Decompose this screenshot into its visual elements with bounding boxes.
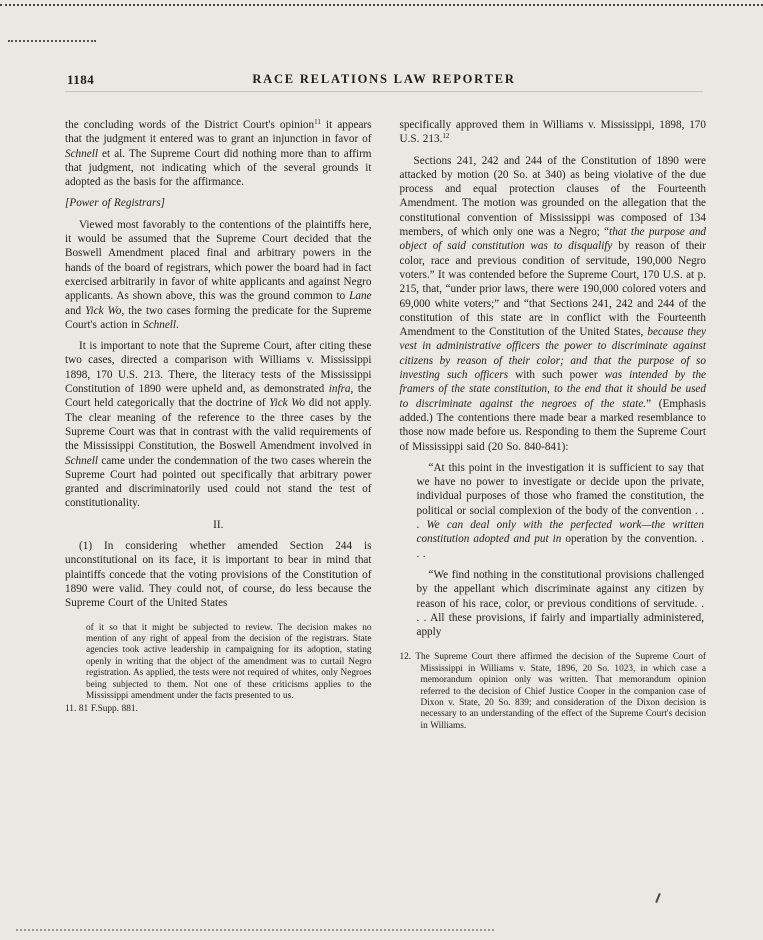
page-title: RACE RELATIONS LAW REPORTER xyxy=(252,72,516,86)
paragraph: Sections 241, 242 and 244 of the Constitution of 1890 were attacked by motion (20 So. at 340) as being violative of the due process and equal protection clauses of the Fourteenth Amendment. The motion was grounded on the allegation that the constitutional convention of Mississippi was composed of 134 members, of which only one was a Negro; “that the purpose and object of said constitution was to disqualify by reason of their color, race and previous condition of servitude, 190,000 Negro voters.” It was contended before the Supreme Court, 170 U.S. at p. 215, that, “under prior laws, there were 190,000 colored voters and 69,000 white voters;” and “that Sections 241, 242 and 244 of the constitution of this state are in conflict with the Fourteenth Amendment to the Constitution of the United States, because they vest in administrative officers the power to discriminate against citizens by reason of their color; and that the purpose of so investing such officers with such power was intended by the framers of the state constitution, to the end that it should be used to discriminate against the negroes of the state.” (Emphasis added.) The contentions there made bear a marked resemblance to those now made before us. Responding to them the Supreme Court of Mississippi said (20 So. 840-841): xyxy=(399,154,707,453)
right-column xyxy=(400,118,707,732)
footnote-continuation: of it so that it might be subjected to review. The decision makes no mention of any right of appeal from the decision of the registrars. State agencies took active leadership in campaigning for its adoption, stating openly in writing that the object of the amendment was to curtail Negro registration. As applied, the tests were not required of whites, only Negroes being subjected to them. Not one of these criticisms applies to the Mississippi amendment under the facts presented to us. xyxy=(86,622,372,701)
page-number: 1184 xyxy=(67,72,95,87)
content-columns xyxy=(65,118,706,732)
scan-artifact-top-dots xyxy=(0,4,763,6)
paragraph: It is important to note that the Supreme Court, after citing these two cases, directed a comparison with Williams v. Mississippi 1898, 170 U.S. 213. There, the literacy tests of the Mississippi Constitution of 1890 were upheld and, as demonstrated infra, the Court held categorically that the doctrine of Yick Wo did not apply. The clear meaning of the reference to the three cases by the Supreme Court was that in contrast with the valid requirements of the Mississippi Constitution, the Boswell Amendment involved in Schnell came under the condemnation of the two cases wherein the Supreme Court had pointed out specifically that arbitrary power granted and discriminatorily used could not stand the test of constitutionality. xyxy=(65,340,372,510)
paragraph: the concluding words of the District Court's opinion$^{11}$ it appears that the judgment it entered was to grant an injunction in favor of Schnell et al. The Supreme Court did nothing more than to affirm that judgment, not indicating which of the several grounds it adopted as the basis for the affirmance. xyxy=(65,118,372,189)
left-column xyxy=(65,118,372,732)
section-heading: II. xyxy=(213,518,224,531)
scan-artifact-bottom-dots xyxy=(16,929,494,931)
paragraph: (1) In considering whether amended Section 244 is unconstitutional on its face, it is important to bear in mind that plaintiffs concede that the voting provisions of the Constitution of 1890 were valid. They could not, of course, do less because the Supreme Court of the United States xyxy=(65,540,372,610)
scan-artifact-stray-mark xyxy=(655,893,661,903)
paragraph: Viewed most favorably to the contentions of the plaintiffs here, it would be assumed that the Supreme Court decided that the Boswell Amendment placed final and arbitrary powers in the hands of the board of registrars, which power the board had in fact exercised arbitrarily in favor of white applicants and against Negro applicants. As shown above, this was the ground common to Lane and Yick Wo, the two cases forming the predicate for the Supreme Court's action in Schnell. xyxy=(65,218,372,331)
paragraph: specifically approved them in Williams v. Mississippi, 1898, 170 U.S. 213.12 xyxy=(399,119,706,146)
subheading: [Power of Registrars] xyxy=(65,197,166,210)
block-quote: “We find nothing in the constitutional provisions challenged by the appellant which discriminate against any citizen by reason of his race, color, or previous conditions of servitude. . . . All these provisions, if fairly and impartially administered, apply xyxy=(416,568,704,639)
footnote-11: 11. 81 F.Supp. 881. xyxy=(65,704,138,715)
footnote-12: 12. The Supreme Court there affirmed the decision of the Supreme Court of Mississippi in Williams v. State, 1896, 20 So. 1023, in which case a memorandum opinion only was written. That memorandum opinion referred to the decision of Chief Justice Cooper in the companion case of Dixon v. State, 20 So. 839; and consideration of the Dixon decision is necessary to an understanding of the effect of the Supreme Court's decision in Williams. xyxy=(399,652,706,731)
block-quote: “At this point in the investigation it is sufficient to say that we have no power to investigate or decide upon the private, individual purposes of those who framed the constitution, the political or social complexion of the body of the convention . . . We can deal only with the perfected work—the written constitution adopted and put in operation by the convention. . . . xyxy=(416,461,704,560)
page-header xyxy=(65,72,703,92)
scan-artifact-left-dots xyxy=(8,40,96,42)
